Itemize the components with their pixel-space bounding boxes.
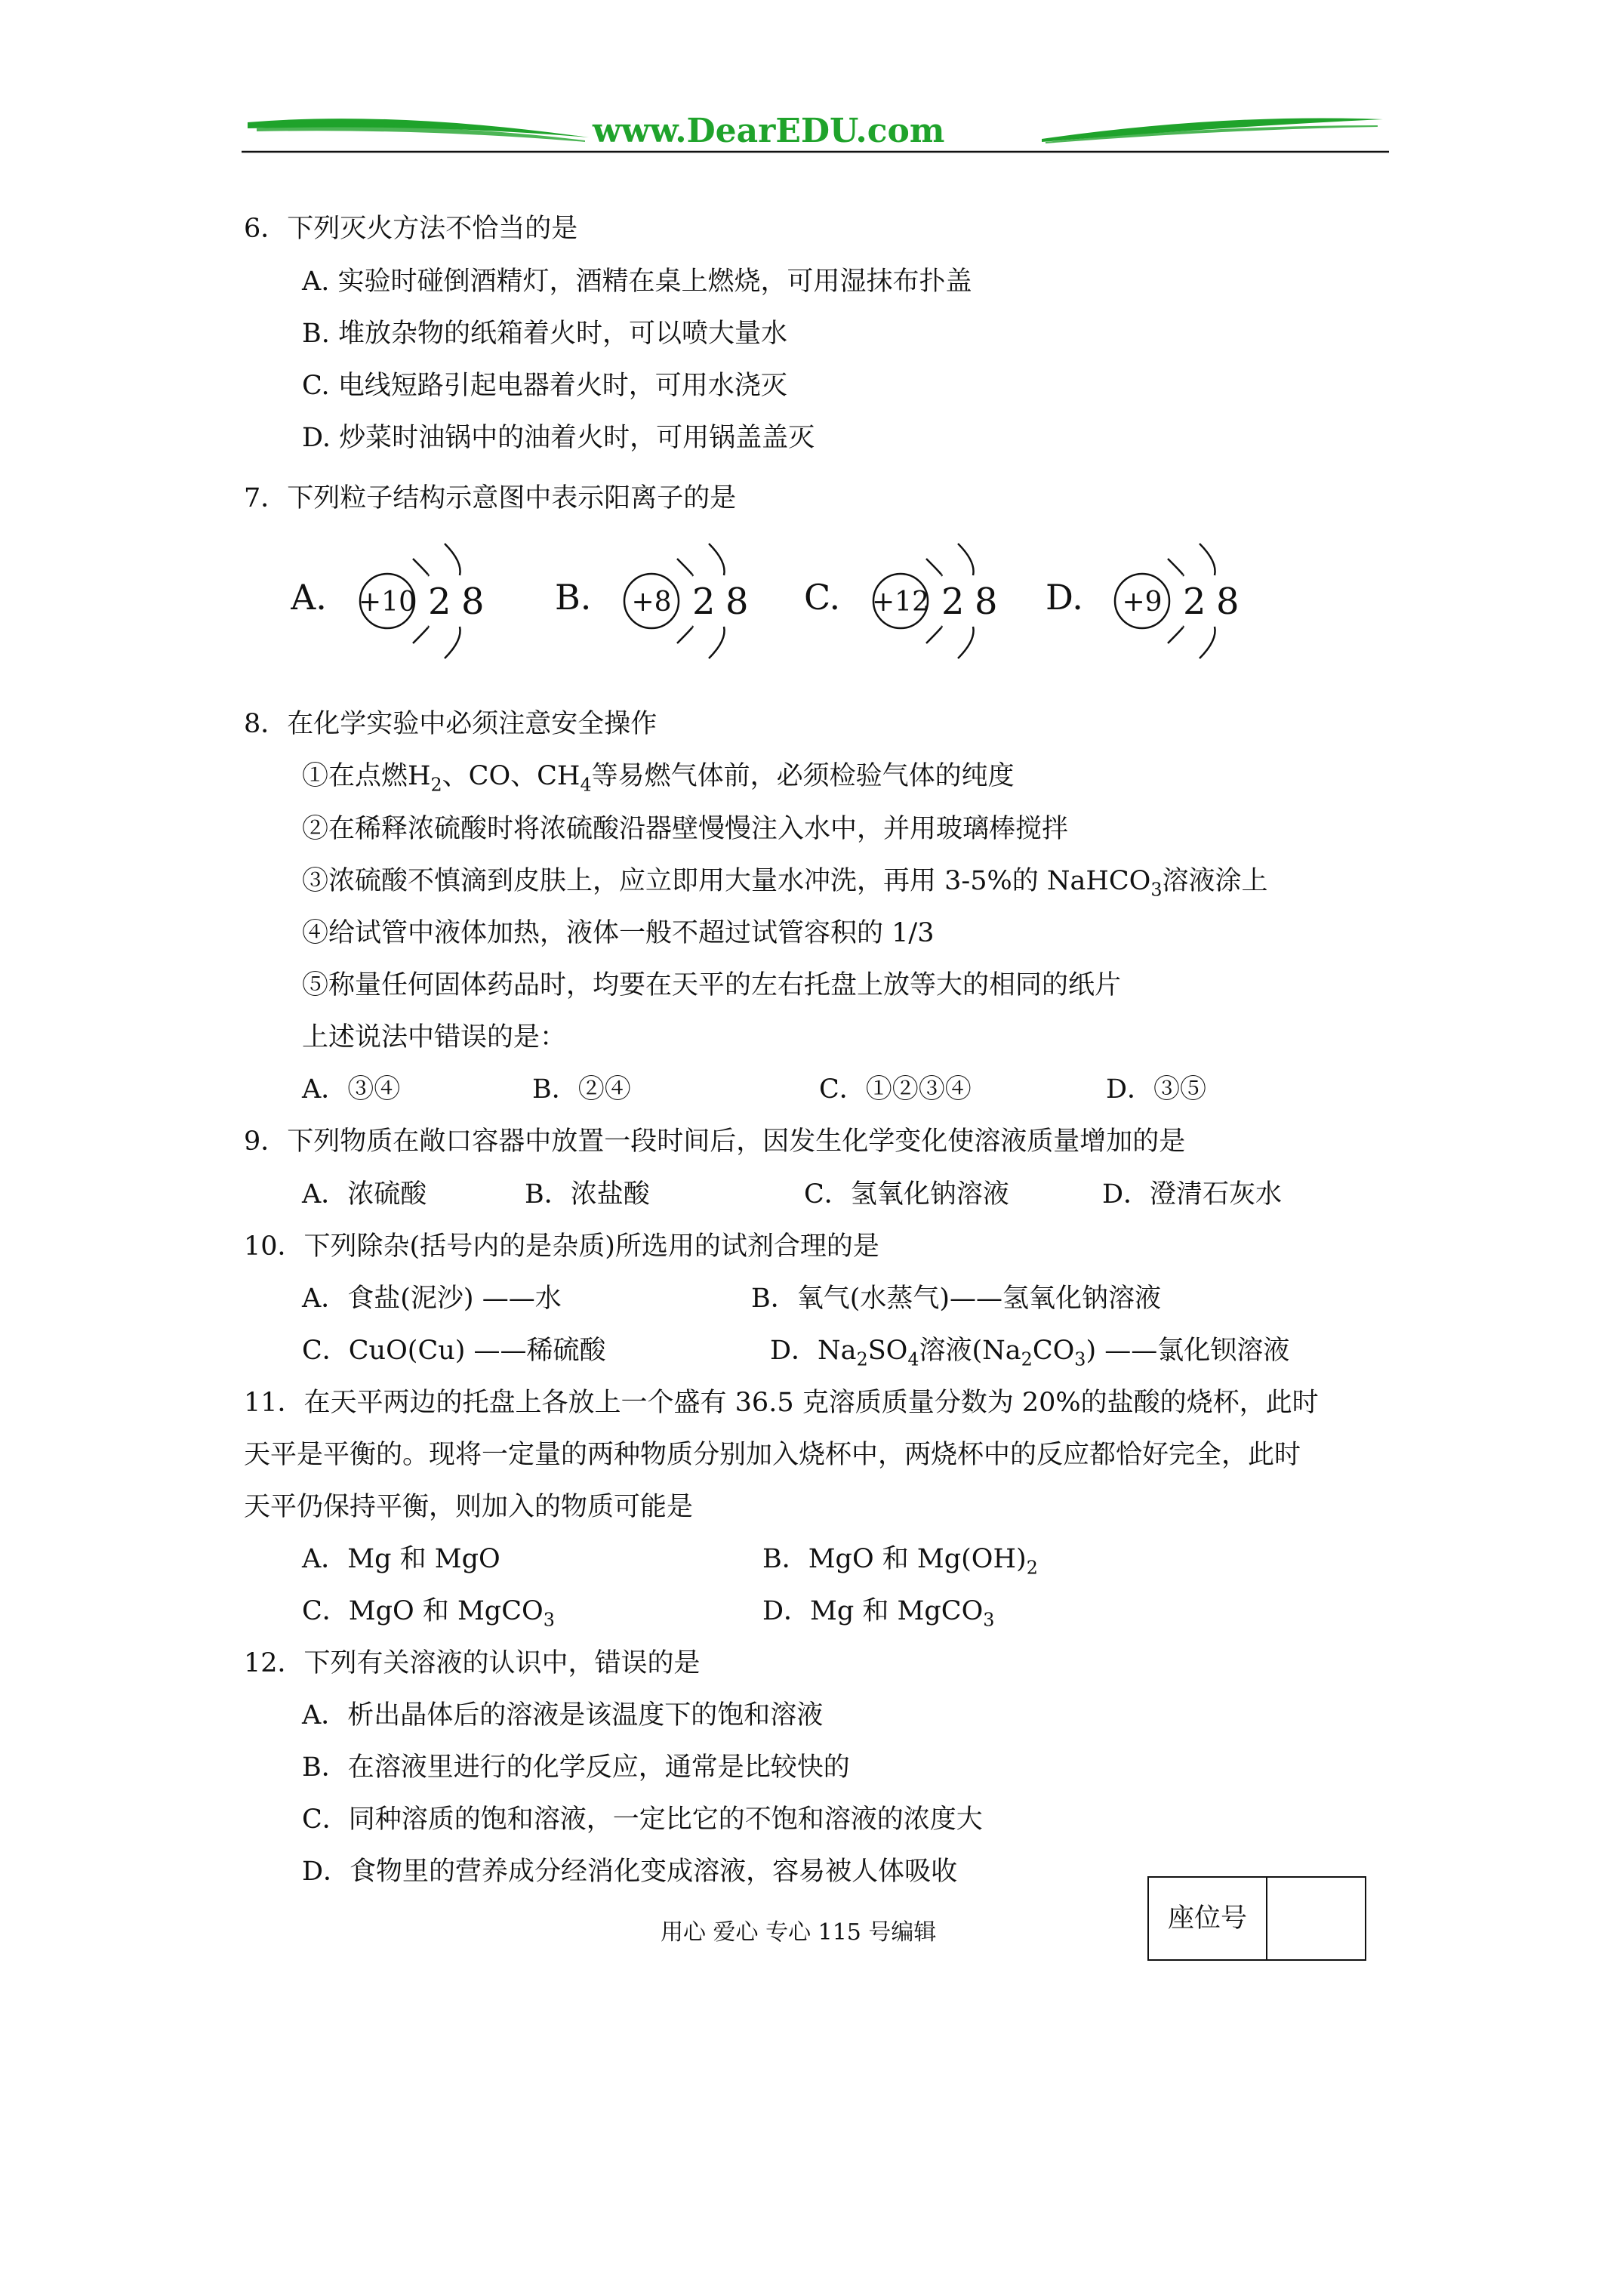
- q10-option-a: A．食盐(泥沙) ——水: [302, 1284, 562, 1314]
- q12-option-d: D．食物里的营养成分经消化变成溶液，容易被人体吸收: [302, 1857, 958, 1887]
- q11-stem-line-2: 天平是平衡的。现将一定量的两种物质分别加入烧杯中，两烧杯中的反应都恰好完全，此时: [244, 1440, 1301, 1470]
- seat-number-label: 座位号: [1149, 1878, 1267, 1959]
- q12-stem: 12．下列有关溶液的认识中，错误的是: [244, 1648, 701, 1678]
- shell-arc-top: [709, 544, 725, 575]
- q6-option-c: C. 电线短路引起电器着火时，可用水浇灭: [302, 371, 787, 401]
- shell-2-electrons: 8: [1216, 581, 1240, 623]
- q10-option-c: C．CuO(Cu) ——稀硫酸: [302, 1336, 606, 1366]
- q7-stem: 7．下列粒子结构示意图中表示阳离子的是: [244, 483, 737, 513]
- nucleus-charge: +9: [1122, 587, 1163, 618]
- q9-stem: 9．下列物质在敞口容器中放置一段时间后，因发生化学变化使溶液质量增加的是: [244, 1126, 1186, 1157]
- q10-stem: 10．下列除杂(括号内的是杂质)所选用的试剂合理的是: [244, 1231, 879, 1262]
- q7-atom-diagrams: [291, 525, 1272, 683]
- q8-option-a: A．③④: [302, 1074, 401, 1105]
- q8-option-b: B．②④: [532, 1074, 631, 1105]
- q12-option-b: B．在溶液里进行的化学反应，通常是比较快的: [302, 1752, 850, 1783]
- q7-option-label: B.: [555, 577, 592, 618]
- q6-option-a: A. 实验时碰倒酒精灯，酒精在桌上燃烧，可用湿抹布扑盖: [302, 267, 972, 297]
- q12-option-a: A．析出晶体后的溶液是该温度下的饱和溶液: [302, 1700, 824, 1730]
- q8-statement-4: ④给试管中液体加热，液体一般不超过试管容积的 1/3: [302, 918, 935, 948]
- site-header: [242, 106, 1389, 160]
- q8-option-c: C．①②③④: [819, 1074, 972, 1105]
- q10-option-d: D．$Na_2SO_4$溶液$(Na_2CO_3)$ ——氯化钡溶液: [770, 1336, 1290, 1370]
- q11-stem-line-1: 11．在天平两边的托盘上各放上一个盛有 36.5 克溶质质量分数为 20%的盐酸的烧杯，此时: [244, 1388, 1319, 1418]
- q7-option-label: D.: [1046, 577, 1083, 618]
- shell-arc-bottom: [677, 627, 693, 643]
- q7-option-label: A.: [291, 577, 327, 618]
- page-footer: 用心 爱心 专心 115 号编辑: [661, 1919, 937, 1946]
- shell-arc-top: [1168, 559, 1184, 575]
- q11-option-c: C．MgO 和 MgCO$_3$: [302, 1596, 555, 1631]
- q8-statement-2: ②在稀释浓硫酸时将浓硫酸沿器壁慢慢注入水中，并用玻璃棒搅拌: [302, 814, 1069, 844]
- q6-stem: 6．下列灭火方法不恰当的是: [244, 214, 578, 244]
- shell-arc-bottom: [958, 627, 974, 658]
- shell-arc-bottom: [1200, 627, 1215, 658]
- q6-option-d: D. 炒菜时油锅中的油着火时，可用锅盖盖灭: [302, 423, 815, 453]
- site-name: www.DearEDU.com: [593, 112, 945, 150]
- q9-option-a: A．浓硫酸: [302, 1179, 427, 1210]
- q10-option-b: B．氧气(水蒸气)——氢氧化钠溶液: [751, 1284, 1162, 1314]
- shell-2-electrons: 8: [461, 581, 485, 623]
- shell-2-electrons: 8: [725, 581, 749, 623]
- shell-arc-bottom: [926, 627, 942, 643]
- seat-number-field[interactable]: [1267, 1878, 1365, 1959]
- shell-arc-top: [1200, 544, 1215, 575]
- q9-option-b: B．浓盐酸: [525, 1179, 650, 1210]
- q11-option-d: D．Mg 和 MgCO$_3$: [762, 1596, 995, 1631]
- q6-option-b: B. 堆放杂物的纸箱着火时，可以喷大量水: [302, 319, 787, 349]
- atom-diagram-set: [291, 525, 1272, 683]
- shell-arc-top: [445, 544, 460, 575]
- q11-option-a: A．Mg 和 MgO: [302, 1544, 500, 1574]
- shell-arc-top: [958, 544, 974, 575]
- q12-option-c: C．同种溶质的饱和溶液，一定比它的不饱和溶液的浓度大: [302, 1804, 983, 1835]
- q8-option-d: D．③⑤: [1106, 1074, 1207, 1105]
- shell-arc-top: [677, 559, 693, 575]
- shell-1-electrons: 2: [941, 581, 965, 623]
- shell-arc-bottom: [1168, 627, 1184, 643]
- shell-arc-bottom: [413, 627, 429, 643]
- q11-stem-line-3: 天平仍保持平衡，则加入的物质可能是: [244, 1492, 694, 1522]
- shell-1-electrons: 2: [428, 581, 451, 623]
- q11-option-b: B．MgO 和 $Mg(OH)_2$: [762, 1544, 1038, 1579]
- shell-1-electrons: 2: [692, 581, 716, 623]
- nucleus-charge: +10: [359, 587, 416, 618]
- shell-2-electrons: 8: [975, 581, 998, 623]
- nucleus-charge: +8: [631, 587, 672, 618]
- nucleus-charge: +12: [872, 587, 929, 618]
- q9-option-d: D．澄清石灰水: [1102, 1179, 1283, 1210]
- shell-arc-bottom: [709, 627, 725, 658]
- q8-statement-3: ③浓硫酸不慎滴到皮肤上，应立即用大量水冲洗，再用 3-5%的 NaHCO$_3$溶液涂上: [302, 866, 1268, 901]
- header-banner-graphic: [242, 106, 1389, 160]
- q8-statement-5: ⑤称量任何固体药品时，均要在天平的左右托盘上放等大的相同的纸片: [302, 970, 1122, 1000]
- shell-arc-bottom: [445, 627, 460, 658]
- q8-statement-1: ①在点燃$H_2$、CO、$CH_4$等易燃气体前，必须检验气体的纯度: [302, 761, 1015, 796]
- shell-arc-top: [413, 559, 429, 575]
- shell-arc-top: [926, 559, 942, 575]
- seat-number-box: [1147, 1876, 1366, 1961]
- shell-1-electrons: 2: [1183, 581, 1206, 623]
- q8-stem: 8．在化学实验中必须注意安全操作: [244, 709, 658, 739]
- q9-option-c: C．氢氧化钠溶液: [804, 1179, 1009, 1210]
- q8-question: 上述说法中错误的是：: [302, 1022, 567, 1052]
- q7-option-label: C.: [804, 577, 841, 618]
